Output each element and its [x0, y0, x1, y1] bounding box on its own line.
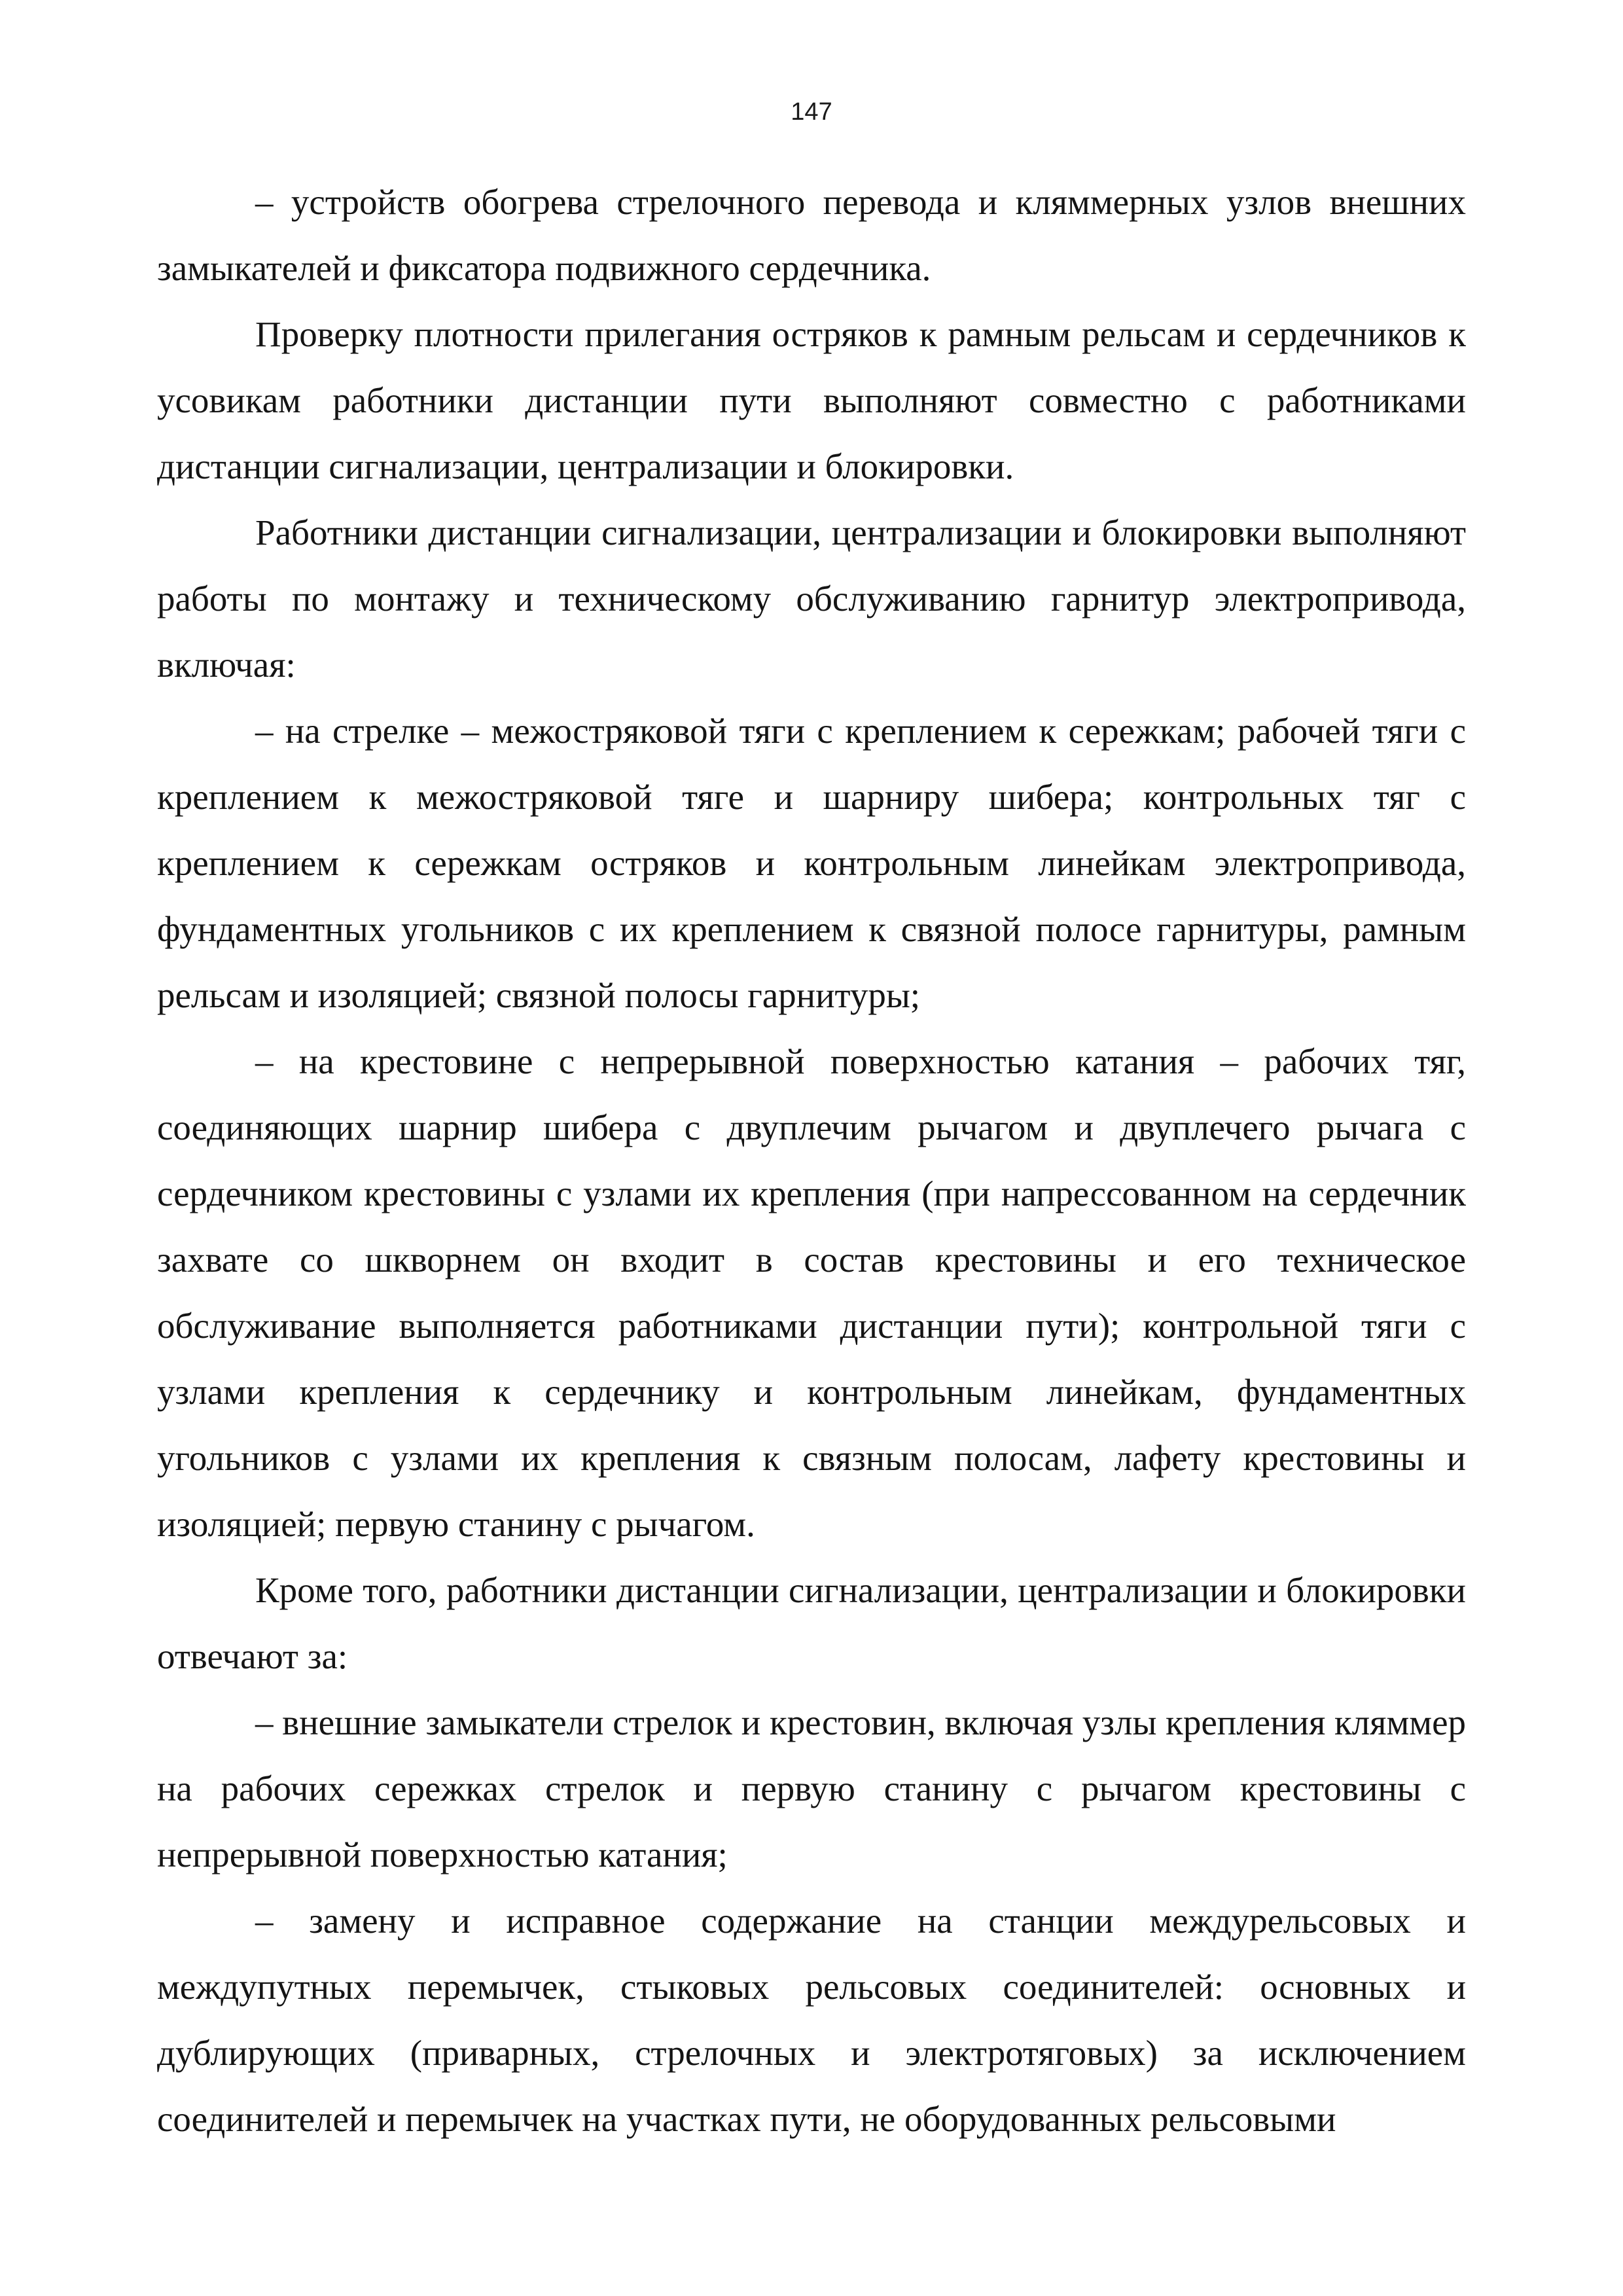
- paragraph-external-locks-item: – внешние замыкатели стрелок и крестовин, включая узлы крепления кляммер на рабочих сережках стрелок и первую станину с рычагом крестовины с непрерывной поверхностью катания;: [157, 1702, 1466, 1874]
- page-number: 147: [791, 98, 832, 126]
- paragraph-jumpers-item: – замену и исправное содержание на станции междурельсовых и междупутных перемычек, стыковых рельсовых соединителей: основных и дублирующих (приварных, стрелочных и электротяговых) за исключением соединителей и перемычек на участках пути, не оборудованных рельсовыми: [157, 1901, 1466, 2139]
- paragraph-switch-item: – на стрелке – межостряковой тяги с креплением к сережкам; рабочей тяги с креплением к межостряковой тяге и шарниру шибера; контрольных тяг с креплением к сережкам остряков и контрольным линейкам электропривода, фундаментных угольников с их креплением к связной полосе гарнитуры, рамным рельсам и изоляцией; связной полосы гарнитуры;: [157, 711, 1466, 1015]
- paragraph-responsibility-intro: Кроме того, работники дистанции сигнализации, централизации и блокировки отвечают за:: [157, 1570, 1466, 1676]
- paragraph-crossing-item: – на крестовине с непрерывной поверхностью катания – рабочих тяг, соединяющих шарнир шибера с двуплечим рычагом и двуплечего рычага с сердечником крестовины с узлами их крепления (при напрессованном на сердечник захвате со шкворнем он входит в состав крестовины и его техническое обслуживание выполняется работниками дистанции пути); контрольной тяги с узлами крепления к сердечнику и контрольным линейкам, фундаментных угольников с узлами их крепления к связным полосам, лафету крестовины и изоляцией; первую станину с рычагом.: [157, 1041, 1466, 1544]
- paragraph-switch-heating: – устройств обогрева стрелочного перевода и кляммерных узлов внешних замыкателей и фиксатора подвижного сердечника.: [157, 182, 1466, 288]
- paragraph-sci-works: Работники дистанции сигнализации, централизации и блокировки выполняют работы по монтажу и техническому обслуживанию гарнитур электропривода, включая:: [157, 512, 1466, 685]
- paragraph-fit-check: Проверку плотности прилегания остряков к рамным рельсам и сердечников к усовикам работники дистанции пути выполняют совместно с работниками дистанции сигнализации, централизации и блокировки.: [157, 314, 1466, 486]
- document-body: [157, 169, 1466, 2152]
